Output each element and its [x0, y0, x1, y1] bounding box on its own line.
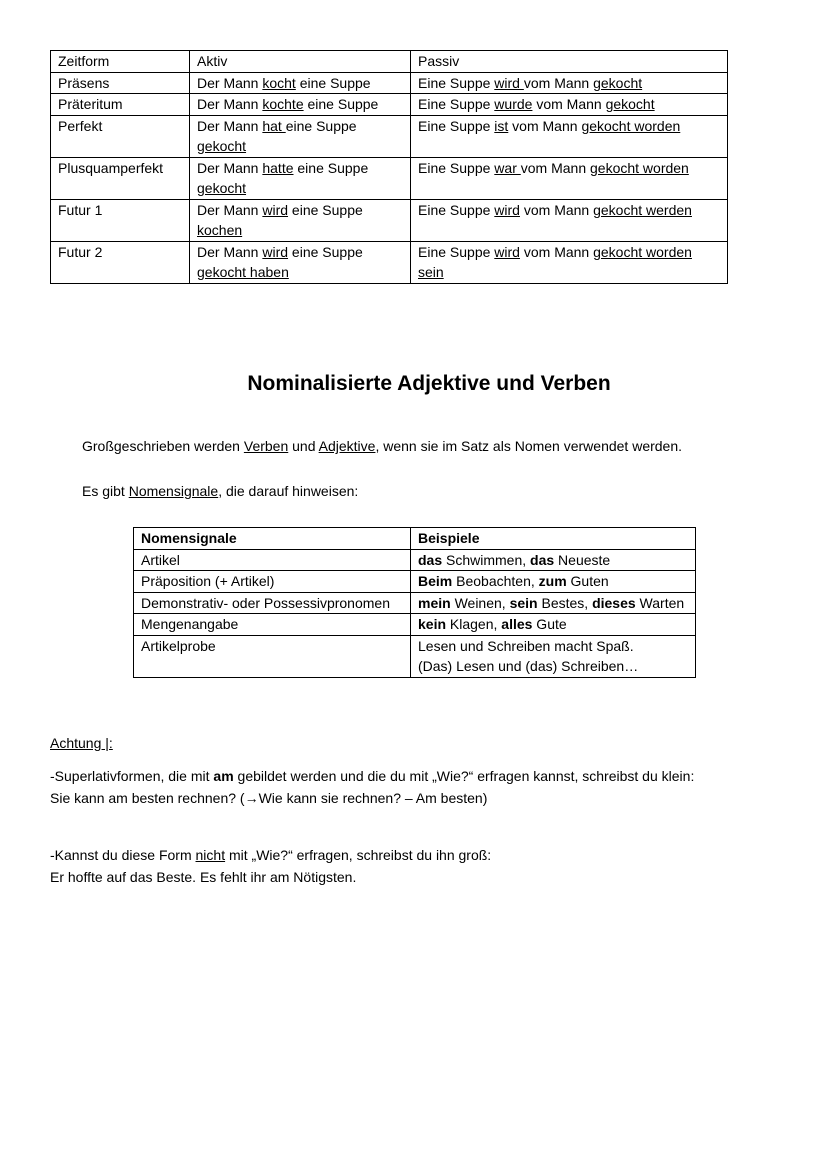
text-run: wird — [494, 243, 520, 260]
text-run: Eine Suppe — [418, 243, 495, 260]
header-text: Nomensignale — [141, 530, 237, 546]
text-run: dieses — [592, 594, 636, 611]
zeitform-cell: Präsens — [51, 72, 190, 94]
text-run: gebildet werden und die du mit „Wie?“ erfragen kannst, schreibst du klein: — [233, 768, 695, 784]
header-text: Beispiele — [418, 530, 480, 546]
text-run: Eine Suppe — [418, 96, 495, 112]
text-run: Der Mann — [197, 243, 263, 260]
example-cell — [411, 635, 696, 677]
text-run: Gute — [532, 616, 567, 632]
text-run: das — [418, 551, 443, 568]
uppercase-note — [50, 845, 750, 888]
text-run: gekocht werden — [593, 201, 692, 218]
text-run: Weinen, — [450, 594, 510, 611]
text-run: wird — [494, 74, 524, 91]
text-run: gekocht worden — [581, 117, 681, 134]
text-run: kochen — [197, 222, 243, 238]
table-header-row — [51, 51, 728, 73]
text-run: -Kannst du diese Form — [50, 847, 196, 863]
aktiv-cell — [190, 157, 411, 199]
text-run: am — [213, 768, 234, 784]
text-run: mit „Wie?“ erfragen, schreibst du ihn groß: — [225, 847, 492, 863]
text-run: -Superlativformen, die mit — [50, 768, 214, 784]
text-run: Schwimmen, — [442, 551, 531, 568]
table-row — [134, 614, 696, 636]
text-run: Beim — [418, 573, 453, 589]
passiv-cell — [411, 241, 728, 283]
aktiv-cell — [190, 72, 411, 94]
text-run: Er hoffte auf das Beste. Es fehlt ihr am Nötigsten. — [50, 868, 357, 885]
text-run: vom Mann — [508, 117, 582, 134]
text-run: gekocht — [197, 180, 247, 196]
text-run: eine Suppe — [285, 117, 357, 134]
text-run: vom Mann — [519, 201, 594, 218]
text-run: wurde — [494, 96, 533, 112]
text-run: Der Mann — [197, 74, 263, 91]
text-run: sein — [509, 594, 538, 611]
text-run: Der Mann — [197, 201, 263, 218]
text-run: , wenn sie im Satz als Nomen verwendet werden. — [375, 438, 683, 454]
aktiv-cell — [190, 94, 411, 116]
text-run: Präposition (+ Artikel) — [141, 573, 275, 589]
text-run: gekocht — [605, 96, 655, 112]
passiv-cell — [411, 199, 728, 241]
text-run: Eine Suppe — [418, 117, 495, 134]
text-run: hatte — [262, 159, 294, 176]
text-run: Verben — [243, 438, 289, 454]
zeitform-cell: Perfekt — [51, 115, 190, 157]
table-row — [51, 157, 728, 199]
table-row — [134, 592, 696, 614]
text-run: eine Suppe — [293, 159, 369, 176]
superlative-note — [50, 766, 750, 809]
header-passiv: Passiv — [411, 51, 728, 73]
text-run: Artikel — [141, 551, 180, 568]
text-run: kochte — [262, 96, 304, 112]
table-header-row — [134, 528, 696, 550]
text-run: vom Mann — [523, 74, 594, 91]
text-run: Warten — [635, 594, 685, 611]
example-cell — [411, 614, 696, 636]
passiv-cell — [411, 115, 728, 157]
page-title: Nominalisierte Adjektive und Verben — [247, 372, 611, 395]
text-run: alles — [501, 616, 533, 632]
text-run: gekocht — [197, 138, 247, 154]
text-run: eine Suppe — [295, 74, 371, 91]
text-run: Sie kann am besten rechnen? (→Wie kann sie rechnen? – Am besten) — [50, 789, 488, 806]
text-run: ist — [494, 117, 509, 134]
signal-cell — [134, 571, 411, 593]
text-run: das — [530, 551, 555, 568]
text-run: vom Mann — [520, 159, 590, 176]
table-row — [134, 635, 696, 677]
table-row — [134, 571, 696, 593]
text-run: Großgeschrieben werden — [82, 438, 244, 454]
text-run: und — [288, 438, 319, 454]
text-run: wird — [494, 201, 520, 218]
text-run: eine Suppe — [288, 243, 363, 260]
signals-intro-paragraph — [82, 481, 358, 501]
text-run: Beobachten, — [452, 573, 539, 589]
aktiv-cell — [190, 199, 411, 241]
header-nomensignale — [134, 528, 411, 550]
text-run: Eine Suppe — [418, 201, 495, 218]
text-run: Eine Suppe — [418, 159, 495, 176]
text-run: Demonstrativ- oder Possessivpronomen — [141, 594, 390, 611]
zeitform-cell: Futur 2 — [51, 241, 190, 283]
zeitform-cell: Futur 1 — [51, 199, 190, 241]
passiv-cell — [411, 72, 728, 94]
header-aktiv: Aktiv — [190, 51, 411, 73]
text-run: (Das) Lesen und (das) Schreiben… — [418, 658, 639, 674]
text-run: Der Mann — [197, 117, 263, 134]
tense-table-body — [51, 51, 728, 284]
text-run: wird — [262, 243, 289, 260]
achtung-heading: Achtung |: — [50, 735, 113, 751]
example-cell — [411, 571, 696, 593]
example-cell — [411, 592, 696, 614]
example-cell — [411, 549, 696, 571]
text-run: eine Suppe — [288, 201, 363, 218]
aktiv-cell — [190, 115, 411, 157]
text-run: Adjektive — [318, 438, 376, 454]
aktiv-cell — [190, 241, 411, 283]
text-run: wird — [262, 201, 289, 218]
text-run: gekocht haben — [197, 264, 289, 280]
zeitform-cell: Präteritum — [51, 94, 190, 116]
signal-cell — [134, 614, 411, 636]
text-run: gekocht — [593, 74, 643, 91]
text-run: Der Mann — [197, 159, 263, 176]
text-run: hat — [262, 117, 286, 134]
text-run: Es gibt — [82, 483, 129, 499]
intro-paragraph — [82, 436, 682, 456]
signals-table — [133, 527, 696, 678]
text-run: Bestes, — [537, 594, 593, 611]
table-row — [51, 241, 728, 283]
signal-cell — [134, 635, 411, 677]
tense-table — [50, 50, 728, 284]
table-row — [51, 94, 728, 116]
text-run: Lesen und Schreiben macht Spaß. — [418, 637, 634, 654]
text-run: Guten — [566, 573, 609, 589]
header-beispiele — [411, 528, 696, 550]
signal-cell — [134, 549, 411, 571]
text-run: kein — [418, 616, 447, 632]
text-run: Mengenangabe — [141, 616, 239, 632]
text-run: Klagen, — [446, 616, 502, 632]
table-row — [51, 72, 728, 94]
signals-table-body — [134, 528, 696, 678]
text-run: eine Suppe — [303, 96, 379, 112]
zeitform-cell: Plusquamperfekt — [51, 157, 190, 199]
text-run: Artikelprobe — [141, 637, 216, 654]
text-run: Nomensignale — [128, 483, 219, 499]
header-zeitform: Zeitform — [51, 51, 190, 73]
text-run: gekocht worden sein — [418, 243, 692, 280]
text-run: Eine Suppe — [418, 74, 495, 91]
table-row — [51, 199, 728, 241]
text-run: war — [494, 159, 521, 176]
text-run: Der Mann — [197, 96, 263, 112]
passiv-cell — [411, 94, 728, 116]
text-run: nicht — [195, 847, 226, 863]
text-run: Neueste — [554, 551, 611, 568]
text-run: mein — [418, 594, 451, 611]
text-run: vom Mann — [519, 243, 594, 260]
text-run: , die darauf hinweisen: — [218, 483, 359, 499]
table-row — [51, 115, 728, 157]
text-run: vom Mann — [532, 96, 606, 112]
text-run: gekocht worden — [590, 159, 689, 176]
text-run: zum — [538, 573, 567, 589]
table-row — [134, 549, 696, 571]
signal-cell — [134, 592, 411, 614]
passiv-cell — [411, 157, 728, 199]
text-run: kocht — [262, 74, 296, 91]
